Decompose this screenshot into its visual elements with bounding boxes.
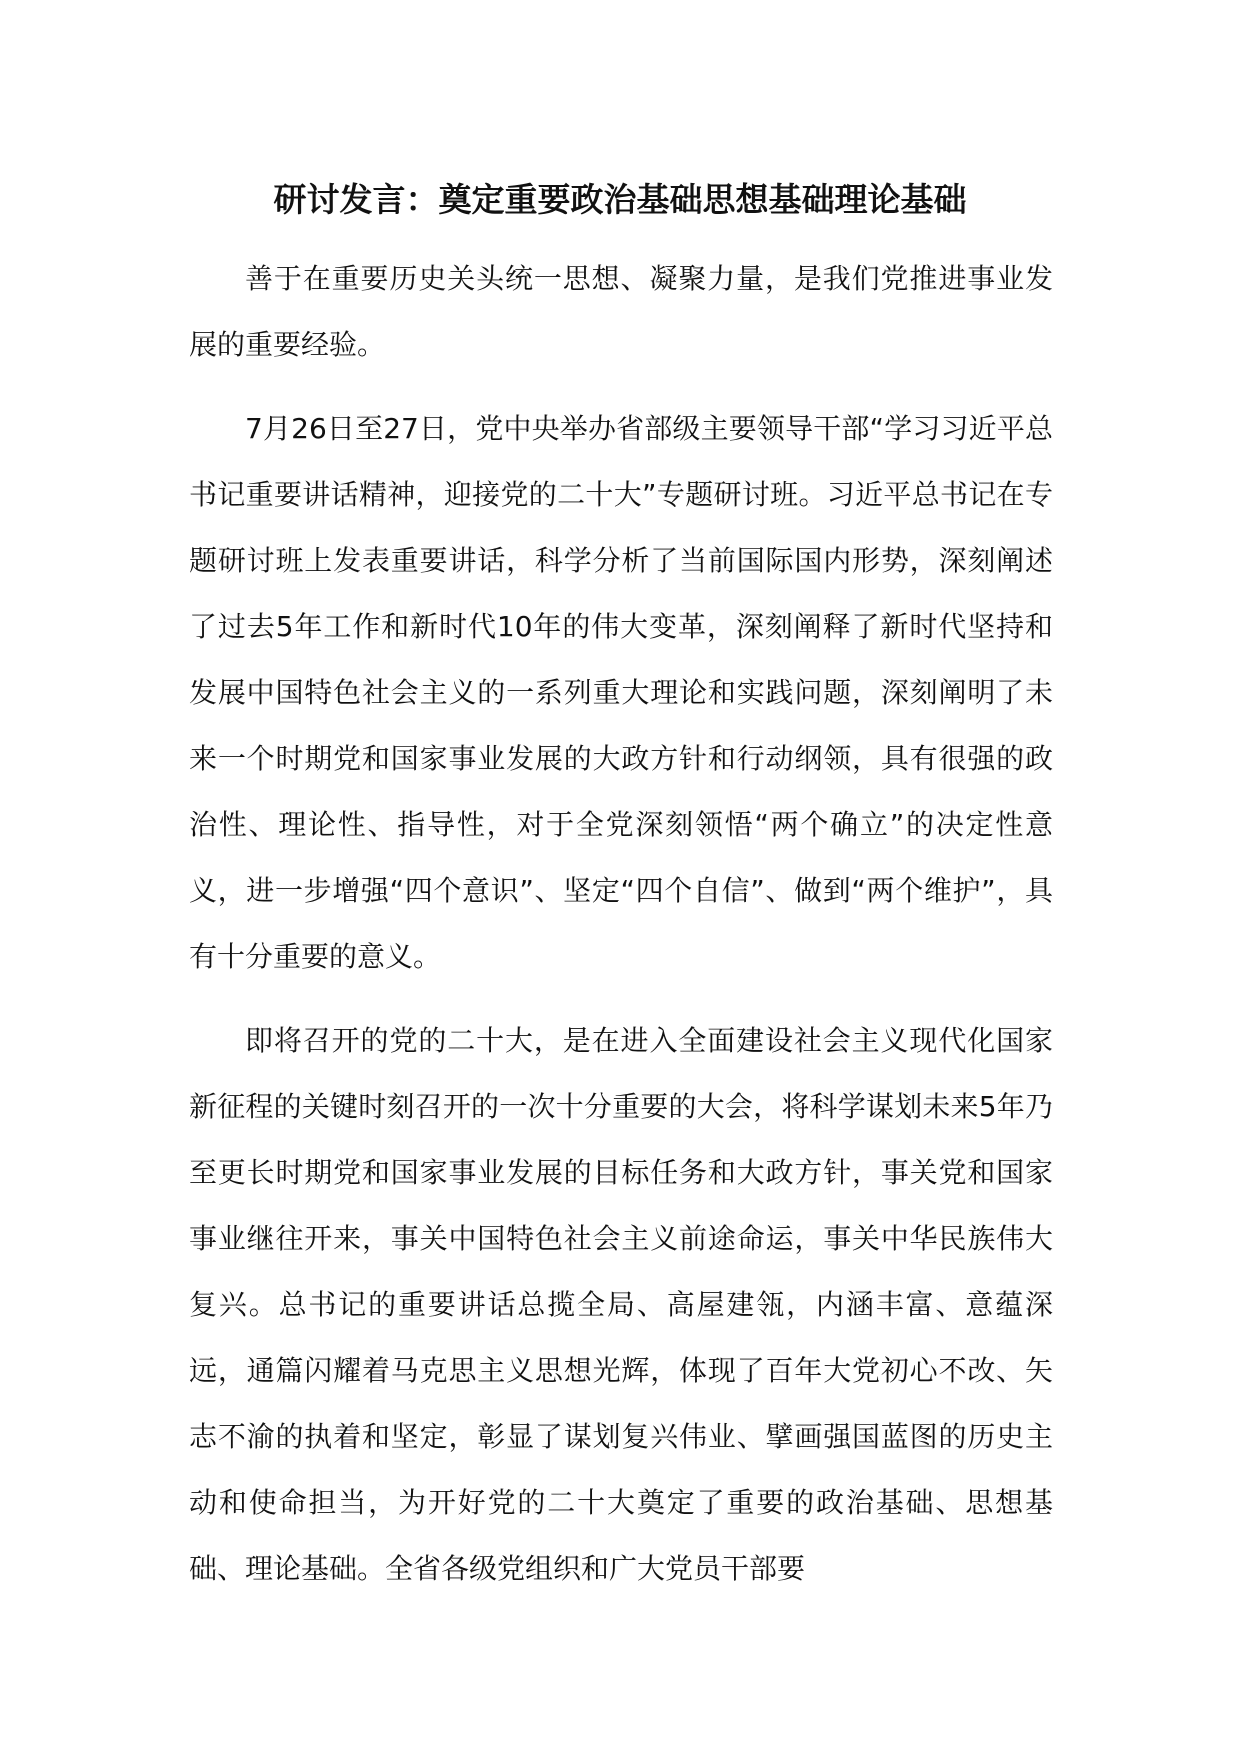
document-title: 研讨发言：奠定重要政治基础思想基础理论基础	[273, 180, 967, 219]
paragraph-seminar: 7月26日至27日，党中央举办省部级主要领导干部“学习习近平总书记重要讲话精神，迎接党的二十大”专题研讨班。习近平总书记在专题研讨班上发表重要讲话，科学分析了当前国际国内形势，深刻阐述了过去5年工作和新时代10年的伟大变革，深刻阐释了新时代坚持和发展中国特色社会主义的一系列重大理论和实践问题，深刻阐明了未来一个时期党和国家事业发展的大政方针和行动纲领，具有很强的政治性、理论性、指导性，对于全党深刻领悟“两个确立”的决定性意义，进一步增强“四个意识”、坚定“四个自信”、做到“两个维护”，具有十分重要的意义。	[189, 412, 1053, 973]
paragraph-congress: 即将召开的党的二十大，是在进入全面建设社会主义现代化国家新征程的关键时刻召开的一次十分重要的大会，将科学谋划未来5年乃至更长时期党和国家事业发展的目标任务和大政方针，事关党和国家事业继往开来，事关中国特色社会主义前途命运，事关中华民族伟大复兴。总书记的重要讲话总揽全局、高屋建瓴，内涵丰富、意蕴深远，通篇闪耀着马克思主义思想光辉，体现了百年大党初心不改、矢志不渝的执着和坚定，彰显了谋划复兴伟业、擘画强国蓝图的历史主动和使命担当，为开好党的二十大奠定了重要的政治基础、思想基础、理论基础。全省各级党组织和广大党员干部要	[189, 1024, 1053, 1585]
document-body	[189, 246, 1053, 1620]
paragraph-intro: 善于在重要历史关头统一思想、凝聚力量，是我们党推进事业发展的重要经验。	[189, 262, 1053, 361]
